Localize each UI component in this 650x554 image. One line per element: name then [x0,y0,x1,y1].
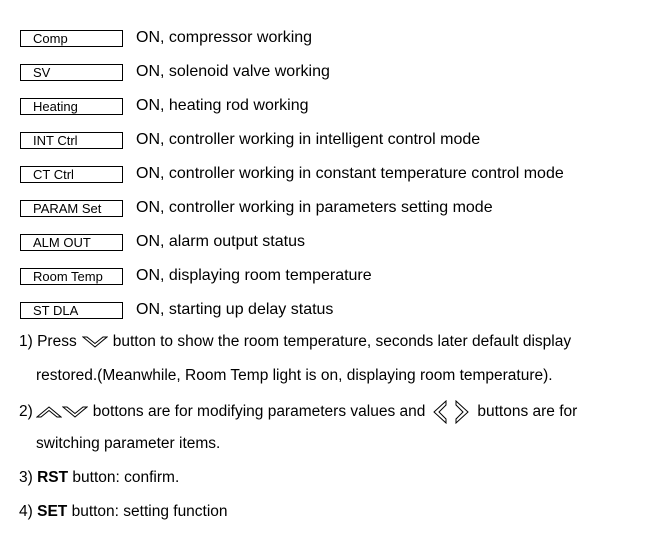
indicator-label-param-set: PARAM Set [20,200,123,217]
rst-key-label: RST [37,469,69,486]
indicator-desc-sv: ON, solenoid valve working [136,63,330,80]
indicator-label-room-temp: Room Temp [20,268,123,285]
chevron-up-icon [36,405,62,419]
indicator-label-sv: SV [20,64,123,81]
chevron-down-icon [82,335,108,349]
indicator-desc-room-temp: ON, displaying room temperature [136,267,372,284]
note-2-end: buttons are for [477,403,578,420]
note-1-continuation: restored.(Meanwhile, Room Temp light is on, displaying room temperature). [36,367,553,384]
indicator-desc-alm-out: ON, alarm output status [136,233,305,250]
note-2-continuation: switching parameter items. [36,435,221,452]
indicator-row-int-ctrl [20,131,481,149]
note-1-prefix: 1) Press [19,333,77,350]
indicator-label-alm-out: ALM OUT [20,234,123,251]
indicator-label-ct-ctrl: CT Ctrl [20,166,123,183]
indicator-row-st-dla [20,301,334,319]
indicator-row-sv [20,63,330,81]
note-1 [19,332,571,352]
chevron-down-icon [62,405,88,419]
note-4 [19,502,228,522]
indicator-label-int-ctrl: INT Ctrl [20,132,123,149]
indicator-label-st-dla: ST DLA [20,302,123,319]
indicator-desc-st-dla: ON, starting up delay status [136,301,334,318]
indicator-row-room-temp [20,267,372,285]
indicator-row-ct-ctrl [20,165,564,183]
note-3 [19,468,179,488]
note-3-prefix: 3) [19,469,33,486]
indicator-row-comp [20,29,313,47]
indicator-desc-ct-ctrl: ON, controller working in constant temperature control mode [136,165,564,182]
indicator-row-param-set [20,199,493,217]
note-1-text: button to show the room temperature, seconds later default display [112,333,572,350]
chevron-left-icon [432,400,448,424]
indicator-label-comp: Comp [20,30,123,47]
indicator-label-heating: Heating [20,98,123,115]
set-key-label: SET [37,503,68,520]
note-3-text: button: confirm. [72,469,180,486]
note-2 [19,400,577,424]
note-4-prefix: 4) [19,503,33,520]
indicator-desc-int-ctrl: ON, controller working in intelligent control mode [136,131,481,148]
indicator-desc-param-set: ON, controller working in parameters setting mode [136,199,493,216]
indicator-row-alm-out [20,233,305,251]
note-4-text: button: setting function [71,503,228,520]
indicator-row-heating [20,97,309,115]
note-2-prefix: 2) [19,403,33,420]
chevron-right-icon [454,400,470,424]
indicator-desc-heating: ON, heating rod working [136,97,309,114]
indicator-desc-comp: ON, compressor working [136,29,313,46]
note-2-mid: bottons are for modifying parameters values and [92,403,426,420]
